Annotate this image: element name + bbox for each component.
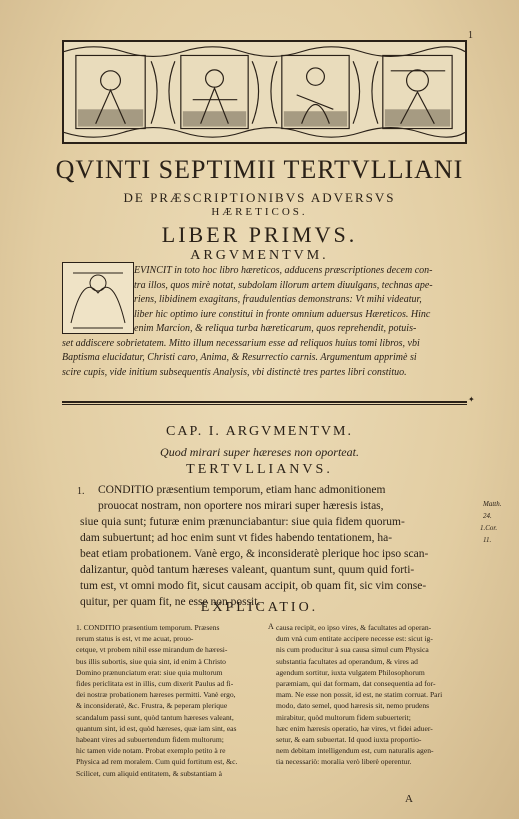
paragraph-number: 1. [77,486,85,497]
explicatio-line: nem debitam intelligendum est, cum naturalis agen- [276,746,434,756]
explicatio-line: substantia facultates ad operandum, & vires ad [276,656,418,666]
argument-line: Baptisma elucidatur, Christi caro, Anima, & Resurrectio carnis. Argumentum apprimè si [62,352,417,363]
explicatio-line: hic tamen vide notam. Probat exemplo petito à re [76,746,226,756]
work-subtitle: DE PRÆSCRIPTIONIBVS ADVERSVS [123,190,396,205]
explicatio-line: setur, & eam subuertat. Id quod iuxta proportio- [276,735,422,745]
explicatio-line: hæc enim hæresis operatio, hæ vires, vt fidei aduer- [276,723,433,733]
explicatio-line: 1. CONDITIO præsentium temporum. Præsens [76,623,220,632]
explicatio-line: habeant vires ad subuertendum fidem multorum; [76,735,224,745]
explicatio-line: & inconsideratè, &c. Frustra, & peperam plerique [76,701,228,711]
margin-note: 24. [483,512,492,520]
argument-text [62,264,467,380]
divider [62,404,467,405]
margin-note: 1.Cor. [480,524,498,532]
explicatio-line: rerum status is est, vt me acuat, prouo- [76,634,194,644]
argument-line: scire cupis, vide initium subsequentis Analysis, vbi distinctè tres partes libri constituo. [62,366,407,378]
argument-line: enim Marcion, & reliqua turba hæreticarum, quos reprehendit, potuis- [134,323,417,334]
argument-line: liber hic optimo iure constitui in fronte omnium aduersus Hæreticos. Hinc [134,308,431,320]
explicatio-line: mam. Ne esse non possit, id est, ne statim corruat. Pari [276,690,443,700]
margin-note: 11. [483,536,492,544]
work-subtitle-2: HÆRETICOS. [211,206,308,218]
column-marker: A [268,622,274,631]
explicatio-line: scandalum passi sunt, quòd tantum hæreses valeant, [76,712,234,722]
explicatio-left-column [76,622,264,779]
margin-note: Matth. [483,500,502,508]
book-title: LIBER PRIMVS. [161,222,358,247]
body-line: tum est, vt omni modo fit, sicut causam accipit, ob quam fit, sic vim conse- [80,580,427,592]
chapter-author: TERTVLLIANVS. [186,462,333,477]
explicatio-line: fides periclitata est in illis, cum dixerit Paulus ad fi- [76,679,234,689]
argument-line: set addiscere sobrietatem. Mitto illum necessarium esse ad reliquos huius tomi libros, vbi [62,337,420,349]
woodcut-banner-icon [62,40,467,144]
chapter-heading: CAP. I. ARGVMENTVM. [166,424,353,439]
explicatio-heading: EXPLICATIO. [200,600,319,615]
explicatio-line: agendum sortitur, iuxta vulgatem Philosophorum [276,667,425,677]
explicatio-line: mirabitur, quòd multorum fidem subuerterit; [276,712,411,722]
page-number: 1 [468,30,473,41]
explicatio-line: Physica ad rem moralem. Cum quid fortitum est, &c. [76,757,238,767]
explicatio-line: cetque, vt probem nihil esse mirandum de hæresi- [76,645,228,655]
explicatio-line: paræmiam, qui dat formam, dat consequentia ad for- [276,679,436,689]
body-line: quitur, per quam fit, ne esse non possit. [80,596,261,608]
explicatio-line: Domino prænunciatum erat: siue quia multorum [76,667,223,677]
ornament-icon: ✦ [468,395,475,404]
body-line: siue quia sunt; futuræ enim prænunciabantur: siue quia fidem quorum- [80,516,405,528]
explicatio-line: modo, dato semel, quod hæresis sit, nemo prudens [276,701,430,711]
divider [62,401,467,403]
argument-heading: ARGVMENTVM. [190,248,329,263]
explicatio-line: causa recipit, eo ipso vires, & facultates ad operan- [276,623,432,632]
signature-mark: A [405,793,413,805]
explicatio-line: quantum sint, id est, quòd hæreses, quæ iam sint, eas [76,723,237,733]
explicatio-line: dei nostræ probationem hæreses permitti. Vanè ergo, [76,690,236,700]
explicatio-line: dum vnà cum entitate accipere necesse est: sicut ig- [276,634,433,644]
argument-line: riens, libidinem exagitans, fraudulentias demonstrans: Vt mihi videatur, [134,294,422,305]
argument-line: EVINCIT in toto hoc libro hæreticos, adducens præscriptiones decem con- [134,265,433,276]
explicatio-right-column [276,622,466,768]
body-line: dalizantur, quòd tantum hæreses valeant, quantum sunt, quum quid forti- [80,564,415,576]
chapter-subheading: Quod mirari super hæreses non oporteat. [160,445,359,459]
argument-line: tra illos, quos mirè notat, subdolam illorum artem diuulgans, technas ape- [134,279,433,291]
body-line: CONDITIO præsentium temporum, etiam hanc admonitionem [98,484,386,496]
explicatio-line: nis cum producitur à sua causa simul cum Physica [276,645,429,655]
body-line: beat etiam probationem. Vanè ergo, & inconsideratè plerique hoc ipso scan- [80,548,429,560]
main-text [80,482,458,610]
explicatio-line: tia necessariò: moralia verò liberè operentur. [276,757,412,767]
explicatio-line: bus illis subortis, siue quia sint, id enim à Christo [76,656,226,666]
body-line: prouocat nostram, non oportere nos mirari super hæresis istas, [98,500,384,512]
body-line: dam subuertunt; ad hoc enim sunt vt fides habendo tentationem, ha- [80,532,393,544]
explicatio-line: Scilicet, cum aliquid entitatem, & substantiam à [76,768,222,778]
work-title: QVINTI SEPTIMII TERTVLLIANI [55,155,464,184]
